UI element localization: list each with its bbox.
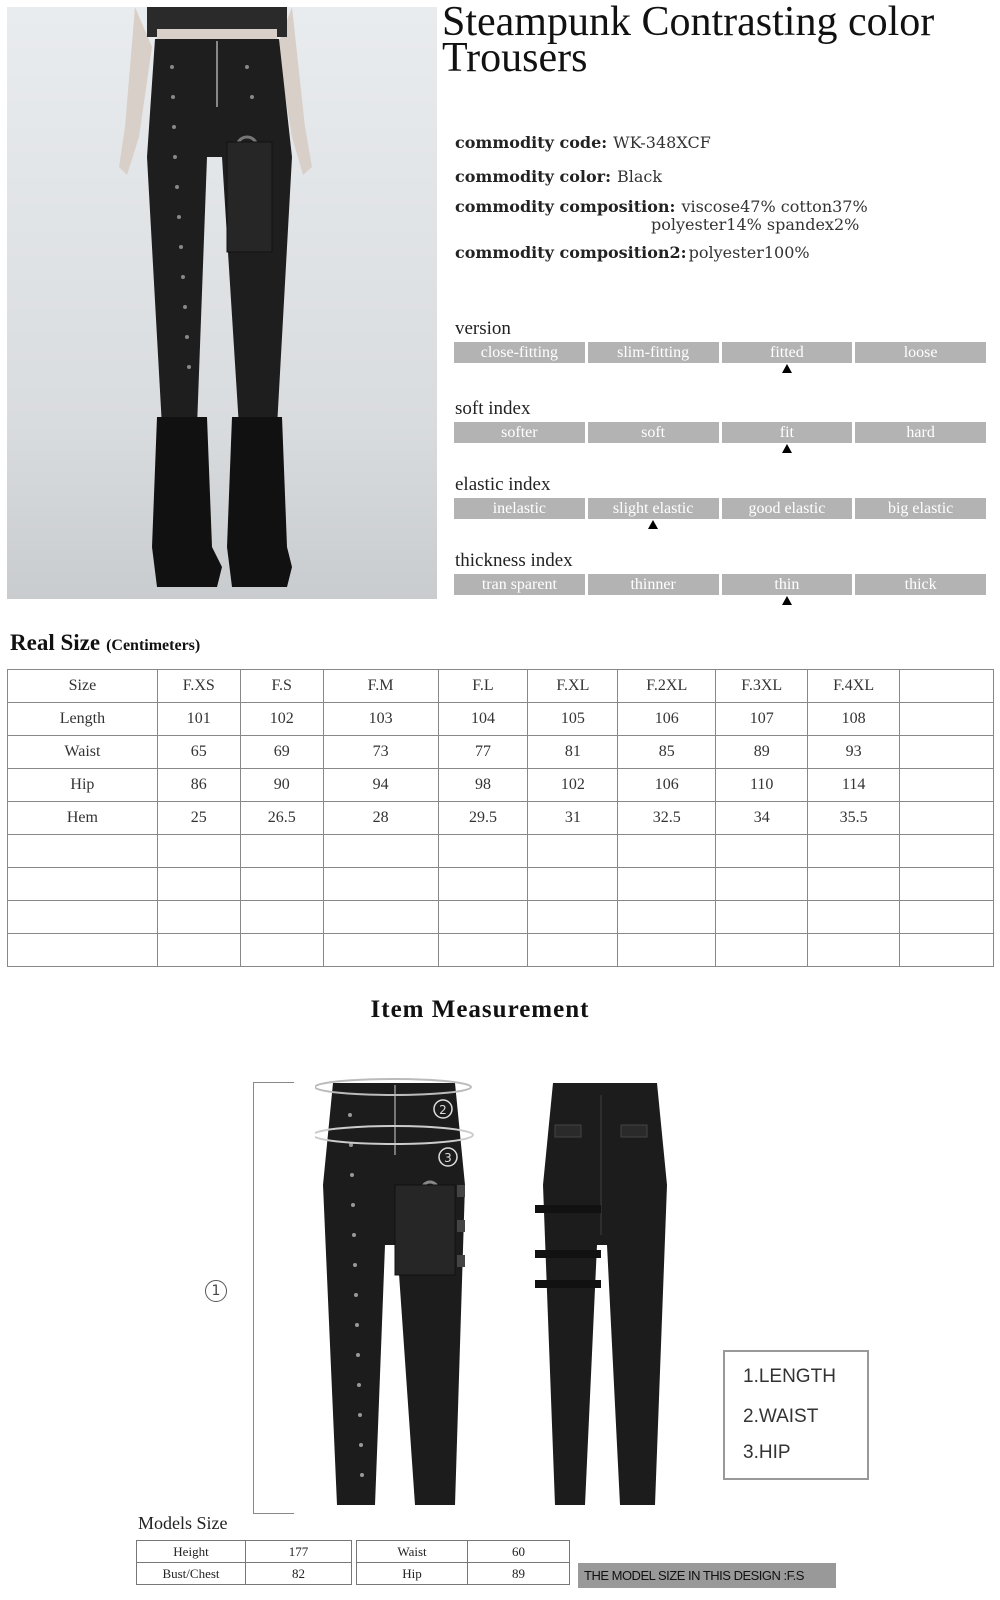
height-label: Height	[137, 1541, 246, 1563]
commodity-composition2-value: polyester100%	[688, 243, 810, 262]
length-bracket	[253, 1082, 294, 1514]
index-option: hard	[855, 422, 986, 443]
size-row	[8, 769, 994, 802]
size-cell	[716, 835, 808, 868]
commodity-code-value: WK-348XCF	[613, 133, 711, 152]
size-cell	[528, 868, 618, 901]
front-view	[315, 1079, 473, 1505]
bust-value: 82	[246, 1563, 352, 1585]
size-cell	[8, 901, 158, 934]
back-view	[535, 1083, 667, 1505]
model-photo	[7, 7, 437, 599]
index-option: inelastic	[454, 498, 585, 519]
index-title: elastic index	[455, 474, 551, 495]
size-cell: Hip	[8, 769, 158, 802]
index-bar	[454, 342, 986, 363]
size-cell	[618, 868, 716, 901]
size-cell	[157, 868, 240, 901]
size-cell: 114	[808, 769, 900, 802]
size-cell	[8, 868, 158, 901]
size-cell: 101	[157, 703, 240, 736]
size-cell: 25	[157, 802, 240, 835]
size-cell: 110	[716, 769, 808, 802]
waist-label: Waist	[357, 1541, 468, 1563]
size-cell	[438, 868, 528, 901]
size-cell: 31	[528, 802, 618, 835]
size-cell	[528, 835, 618, 868]
index-option: slim-fitting	[588, 342, 719, 363]
index-option: thick	[855, 574, 986, 595]
size-cell: 26.5	[240, 802, 323, 835]
hip-value: 89	[468, 1563, 570, 1585]
size-cell	[8, 934, 158, 967]
size-cell	[528, 901, 618, 934]
index-title: soft index	[455, 398, 531, 419]
model-size-note: THE MODEL SIZE IN THIS DESIGN :F.S	[578, 1563, 836, 1588]
height-value: 177	[246, 1541, 352, 1563]
size-cell	[240, 934, 323, 967]
size-cell: 28	[323, 802, 438, 835]
size-cell: F.2XL	[618, 670, 716, 703]
size-cell	[808, 868, 900, 901]
size-cell	[900, 835, 994, 868]
index-title: version	[455, 318, 511, 339]
commodity-composition-value-2: polyester14% spandex2%	[651, 215, 860, 234]
size-cell: Size	[8, 670, 158, 703]
size-cell: 69	[240, 736, 323, 769]
index-option: tran sparent	[454, 574, 585, 595]
commodity-composition2-label: commodity composition2:	[455, 243, 687, 262]
commodity-code-label: commodity code:	[455, 133, 608, 152]
size-empty-row	[8, 901, 994, 934]
index-option: loose	[855, 342, 986, 363]
size-cell	[323, 901, 438, 934]
index-bar	[454, 422, 986, 443]
hip-marker: 3	[444, 1151, 452, 1165]
size-empty-row	[8, 934, 994, 967]
size-cell: 32.5	[618, 802, 716, 835]
waist-marker: 2	[439, 1103, 447, 1117]
size-cell	[323, 934, 438, 967]
size-cell: 106	[618, 703, 716, 736]
size-cell: 105	[528, 703, 618, 736]
real-size-label: Real Size	[10, 630, 101, 655]
garment-illustration	[315, 1075, 695, 1515]
size-cell: 35.5	[808, 802, 900, 835]
real-size-unit: (Centimeters)	[106, 637, 201, 654]
size-row	[8, 802, 994, 835]
size-cell: 93	[808, 736, 900, 769]
size-header-row	[8, 670, 994, 703]
model-illustration	[7, 7, 437, 599]
size-cell	[8, 835, 158, 868]
size-empty-row	[8, 835, 994, 868]
size-cell: 106	[618, 769, 716, 802]
size-cell: F.S	[240, 670, 323, 703]
size-cell: 98	[438, 769, 528, 802]
size-row	[8, 703, 994, 736]
commodity-composition-row	[455, 197, 868, 216]
size-cell	[900, 703, 994, 736]
size-cell: F.L	[438, 670, 528, 703]
size-cell: 90	[240, 769, 323, 802]
size-cell: 94	[323, 769, 438, 802]
size-cell: 34	[716, 802, 808, 835]
size-cell: Hem	[8, 802, 158, 835]
size-cell: F.M	[323, 670, 438, 703]
size-cell	[618, 901, 716, 934]
legend-waist: 2.WAIST	[743, 1406, 819, 1427]
size-cell: 104	[438, 703, 528, 736]
index-selected-marker	[782, 444, 792, 453]
size-cell: 103	[323, 703, 438, 736]
index-option: fit	[722, 422, 853, 443]
commodity-composition-value-1: viscose47% cotton37%	[681, 197, 868, 216]
index-selected-marker	[782, 364, 792, 373]
measurement-legend	[723, 1350, 869, 1480]
size-cell	[240, 901, 323, 934]
size-cell: 29.5	[438, 802, 528, 835]
size-cell: 89	[716, 736, 808, 769]
size-cell	[716, 868, 808, 901]
index-option: close-fitting	[454, 342, 585, 363]
commodity-color-value: Black	[616, 167, 663, 186]
size-cell: 73	[323, 736, 438, 769]
real-size-title	[10, 630, 200, 656]
size-cell: 81	[528, 736, 618, 769]
size-cell	[900, 868, 994, 901]
index-option: big elastic	[855, 498, 986, 519]
size-cell	[438, 901, 528, 934]
size-cell: F.XS	[157, 670, 240, 703]
waist-value: 60	[468, 1541, 570, 1563]
size-table	[7, 669, 994, 967]
size-cell	[900, 934, 994, 967]
commodity-composition2-row	[455, 243, 810, 262]
index-selected-marker	[648, 520, 658, 529]
item-measurement-title: Item Measurement	[370, 996, 590, 1023]
size-cell	[240, 835, 323, 868]
index-option: softer	[454, 422, 585, 443]
length-marker: 1	[205, 1280, 227, 1302]
size-cell	[808, 934, 900, 967]
index-bar	[454, 498, 986, 519]
commodity-color-row	[455, 167, 662, 186]
commodity-composition-label: commodity composition:	[455, 197, 676, 216]
size-cell: 108	[808, 703, 900, 736]
models-size-table-right	[356, 1540, 570, 1585]
size-cell	[900, 769, 994, 802]
size-cell: Length	[8, 703, 158, 736]
legend-hip: 3.HIP	[743, 1442, 791, 1463]
size-cell	[618, 835, 716, 868]
size-cell: F.XL	[528, 670, 618, 703]
size-empty-row	[8, 868, 994, 901]
size-cell	[157, 835, 240, 868]
size-cell: F.3XL	[716, 670, 808, 703]
hip-label: Hip	[357, 1563, 468, 1585]
size-row	[8, 736, 994, 769]
size-cell	[323, 868, 438, 901]
size-cell	[900, 802, 994, 835]
size-cell: 85	[618, 736, 716, 769]
commodity-code-row	[455, 133, 711, 152]
size-cell: 65	[157, 736, 240, 769]
size-cell	[900, 901, 994, 934]
size-cell: 86	[157, 769, 240, 802]
index-option: soft	[588, 422, 719, 443]
index-title: thickness index	[455, 550, 573, 571]
size-cell	[900, 736, 994, 769]
size-cell	[157, 901, 240, 934]
size-cell	[438, 934, 528, 967]
index-bar	[454, 574, 986, 595]
size-cell	[528, 934, 618, 967]
size-cell	[716, 934, 808, 967]
size-cell	[900, 670, 994, 703]
product-title: Steampunk Contrasting color Trousers	[442, 0, 935, 81]
commodity-color-label: commodity color:	[455, 167, 611, 186]
size-cell: 77	[438, 736, 528, 769]
models-size-title: Models Size	[138, 1513, 228, 1533]
index-option: thinner	[588, 574, 719, 595]
size-cell: F.4XL	[808, 670, 900, 703]
size-cell: 102	[528, 769, 618, 802]
size-cell: 102	[240, 703, 323, 736]
size-cell	[240, 868, 323, 901]
size-cell	[808, 835, 900, 868]
size-cell	[438, 835, 528, 868]
index-option: fitted	[722, 342, 853, 363]
size-cell	[808, 901, 900, 934]
size-cell	[323, 835, 438, 868]
bust-label: Bust/Chest	[137, 1563, 246, 1585]
size-cell	[618, 934, 716, 967]
size-cell	[716, 901, 808, 934]
index-option: slight elastic	[588, 498, 719, 519]
size-cell	[157, 934, 240, 967]
index-option: thin	[722, 574, 853, 595]
legend-length: 1.LENGTH	[743, 1366, 836, 1387]
size-cell: 107	[716, 703, 808, 736]
models-size-table-left	[136, 1540, 352, 1585]
index-selected-marker	[782, 596, 792, 605]
size-cell: Waist	[8, 736, 158, 769]
index-option: good elastic	[722, 498, 853, 519]
